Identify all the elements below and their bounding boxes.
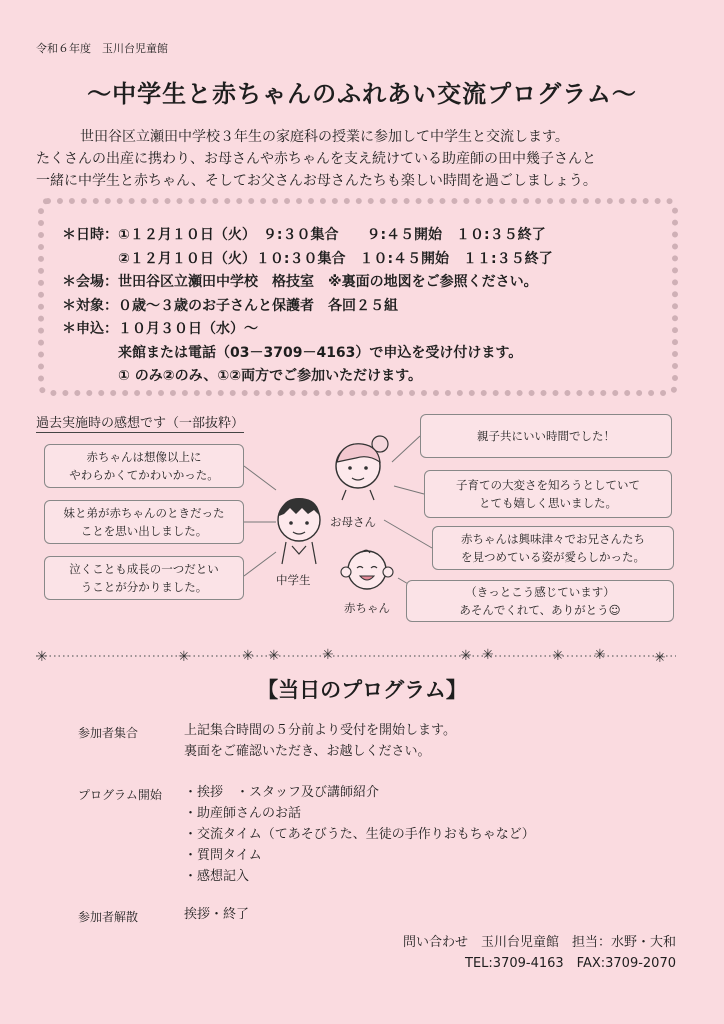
info-target: ＊対象：０歳～３歳のお子さんと保護者 各回２５組 xyxy=(62,297,398,314)
program-gather-label: 参加者集合 xyxy=(78,726,139,740)
program-end-label: 参加者解散 xyxy=(78,910,139,924)
program-end-text: 挨拶・終了 xyxy=(184,907,250,922)
info-date-1: ＊日時：①１２月１０日（火） ９:３０集合 ９:４５開始 １０:３５終了 xyxy=(62,227,546,243)
past-feedback-title: 過去実施時の感想です（一部抜粋） xyxy=(36,412,244,433)
student-illustration-icon xyxy=(272,492,328,566)
svg-text:✳: ✳ xyxy=(36,649,48,665)
star-divider xyxy=(36,646,676,670)
info-date-2: ②１２月１０日（火）１０:３０集合 １０:４５開始 １１:３５終了 xyxy=(62,250,553,267)
program-start-text: ・挨拶 ・スタッフ及び講師紹介 ・助産師さんのお話 ・交流タイム（てあそびうた、生徒の手作りおもちゃなど） ・質問タイム ・感想記入 xyxy=(184,785,535,884)
program-start-label: プログラム開始 xyxy=(78,788,162,802)
page-title: ～中学生と赤ちゃんのふれあい交流プログラム～ xyxy=(87,80,637,108)
feedback-bubble-right-2: 子育ての大変さを知ろうとしていて とても嬉しく思いました。 xyxy=(424,470,672,518)
feedback-bubble-left-3: 泣くことも成長の一つだとい うことが分かりました。 xyxy=(44,556,244,600)
svg-text:✳: ✳ xyxy=(654,650,666,666)
program-gather-text: 上記集合時間の５分前より受付を開始します。 裏面をご確認いただき、お越しください。 xyxy=(184,723,456,759)
label-student: 中学生 xyxy=(276,573,311,587)
svg-text:✳: ✳ xyxy=(178,649,190,665)
contact-line-1: 問い合わせ 玉川台児童館 担当：水野・大和 xyxy=(402,935,676,950)
intro-line-3: 一緒に中学生と赤ちゃん、そしてお父さんお母さんたちも楽しい時間を過ごしましょう。 xyxy=(36,173,597,189)
contact-info xyxy=(403,932,676,974)
header-note: 令和６年度 玉川台児童館 xyxy=(36,42,168,55)
svg-text:✳: ✳ xyxy=(268,648,280,664)
svg-text:✳: ✳ xyxy=(594,647,606,663)
info-apply: ＊申込：１０月３０日（水）～ xyxy=(62,321,258,337)
info-apply-method: 来館または電話（03－3709－4163）で申込を受け付けます。 xyxy=(62,344,523,361)
feedback-bubble-right-3: 赤ちゃんは興味津々でお兄さんたち を見つめている姿が愛らしかった。 xyxy=(432,526,674,570)
feedback-bubble-right-1: 親子共にいい時間でした！ xyxy=(420,414,672,458)
label-baby: 赤ちゃん xyxy=(344,601,390,615)
intro-line-2: たくさんの出産に携わり、お母さんや赤ちゃんを支え続けている助産師の田中幾子さんと xyxy=(36,151,596,167)
feedback-bubble-right-4: （きっとこう感じています） あそんでくれて、ありがとう☺ xyxy=(406,580,674,622)
feedback-bubble-left-2: 妹と弟が赤ちゃんのときだった ことを思い出しました。 xyxy=(44,500,244,544)
svg-text:✳: ✳ xyxy=(552,648,564,664)
intro-line-1: 世田谷区立瀬田中学校３年生の家庭科の授業に参加して中学生と交流します。 xyxy=(80,129,569,145)
info-venue: ＊会場：世田谷区立瀬田中学校 格技室 ※裏面の地図をご参照ください。 xyxy=(62,274,538,290)
svg-text:✳: ✳ xyxy=(242,648,254,664)
svg-text:✳: ✳ xyxy=(322,647,334,663)
info-apply-note: ① のみ②のみ、①②両方でご参加いただけます。 xyxy=(62,368,423,384)
contact-phone-fax: TEL:3709-4163 FAX:3709-2070 xyxy=(465,956,676,971)
baby-illustration-icon xyxy=(340,546,394,596)
mother-illustration-icon xyxy=(328,432,392,502)
svg-text:✳: ✳ xyxy=(460,648,472,664)
feedback-bubble-left-1: 赤ちゃんは想像以上に やわらかくてかわいかった。 xyxy=(44,444,244,488)
svg-text:✳: ✳ xyxy=(482,647,494,663)
label-mother: お母さん xyxy=(330,515,376,529)
program-title: 【当日のプログラム】 xyxy=(257,678,467,702)
